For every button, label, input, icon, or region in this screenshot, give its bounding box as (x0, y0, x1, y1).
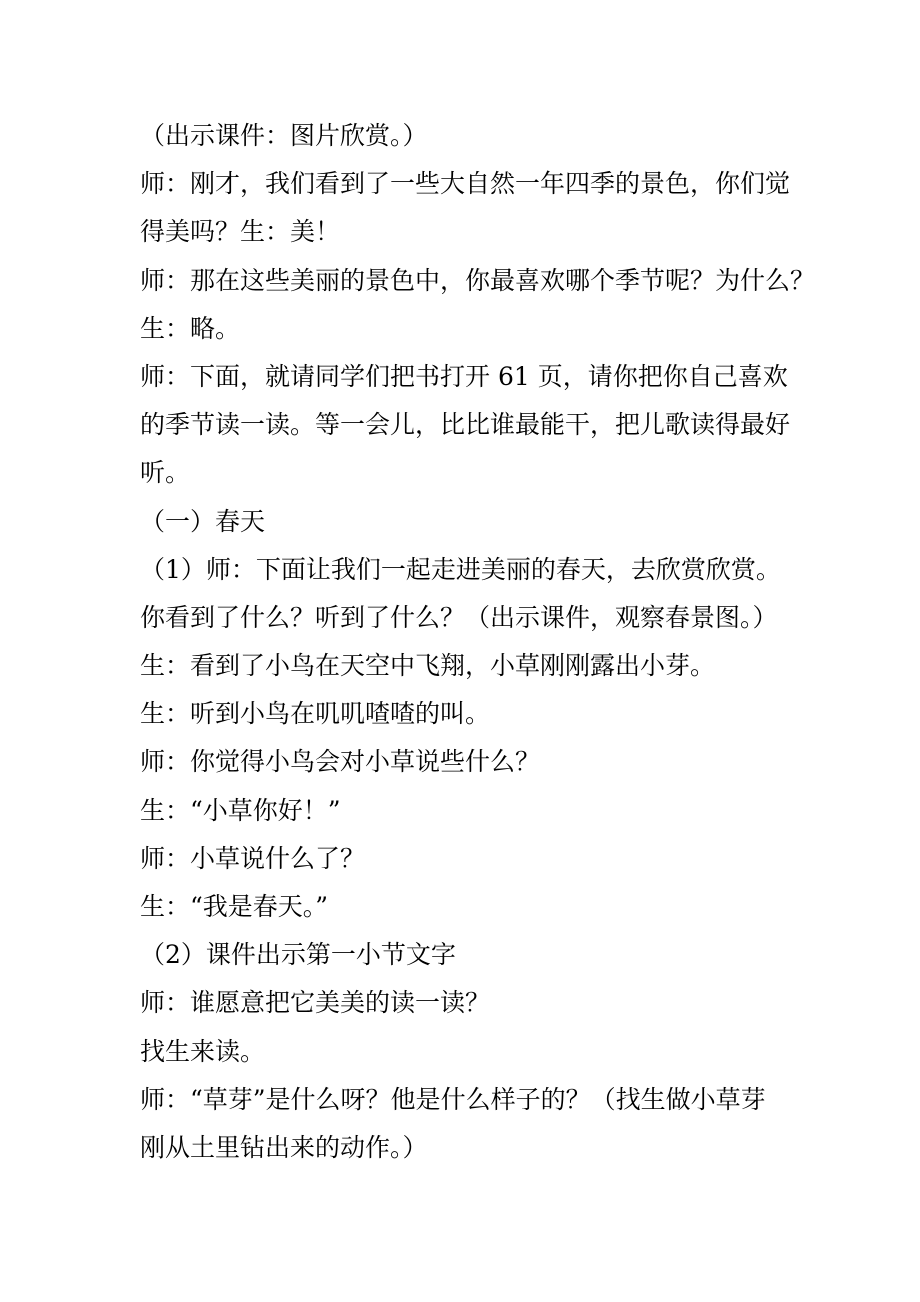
text-line: （1）师：下面让我们一起走进美丽的春天，去欣赏欣赏。 (140, 554, 781, 584)
text-line: 听。 (140, 458, 191, 488)
document-body (140, 112, 816, 1172)
text-line: 师：那在这些美丽的景色中，你最喜欢哪个季节呢？为什么？ (140, 265, 816, 295)
text-line: 生：听到小鸟在叽叽喳喳的叫。 (140, 699, 491, 729)
section-heading: （一）春天 (140, 506, 266, 536)
text-line: 生：“小草你好！” (140, 795, 341, 825)
text-line: 的季节读一读。等一会儿，比比谁最能干，把儿歌读得最好 (140, 410, 791, 440)
text-line: 师：刚才，我们看到了一些大自然一年四季的景色，你们觉 (140, 169, 791, 199)
text-line: （出示课件：图片欣赏。） (140, 121, 428, 150)
text-line: 刚从土里钻出来的动作。） (140, 1132, 428, 1162)
text-line: 找生来读。 (140, 1036, 266, 1066)
text-line: 生：“我是春天。” (140, 892, 329, 921)
text-line: 得美吗？生：美！ (140, 217, 341, 247)
text-line: 生：略。 (140, 313, 241, 343)
text-line: 师：你觉得小鸟会对小草说些什么？ (140, 747, 541, 777)
text-line: （2）课件出示第一小节文字 (140, 940, 456, 970)
text-line: 师：小草说什么了？ (140, 843, 366, 873)
text-line: 生：看到了小鸟在天空中飞翔，小草刚刚露出小芽。 (140, 651, 716, 681)
text-line: 师：谁愿意把它美美的读一读？ (140, 988, 491, 1018)
text-line: 师：下面，就请同学们把书打开 61 页，请你把你自己喜欢 (140, 361, 788, 391)
text-line: 师：“草芽”是什么呀？他是什么样子的？（找生做小草芽 (140, 1084, 766, 1114)
text-line: 你看到了什么？听到了什么？（出示课件，观察春景图。） (140, 602, 778, 632)
